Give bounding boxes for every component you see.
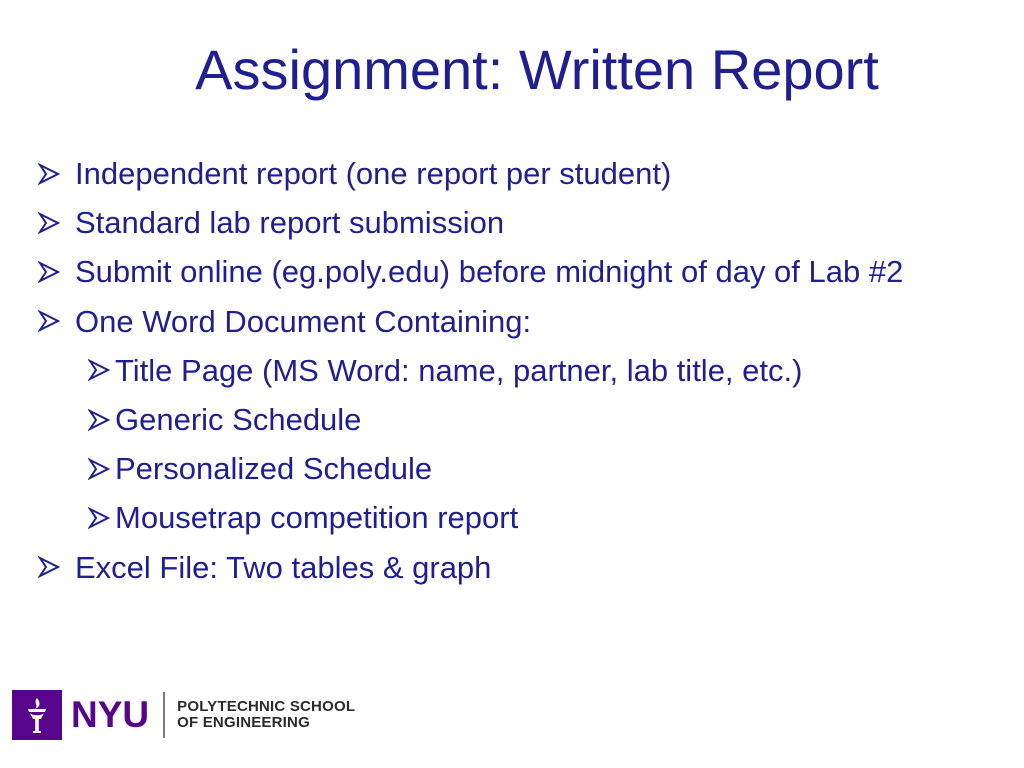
school-name-line2: OF ENGINEERING: [177, 714, 310, 731]
arrowhead-bullet-icon: [88, 493, 112, 542]
arrowhead-bullet-icon: [38, 297, 62, 346]
school-name: [177, 699, 355, 731]
nyu-wordmark: NYU: [71, 694, 150, 735]
logo-divider: [163, 692, 165, 738]
slide-title: Assignment: Written Report: [195, 38, 879, 101]
bullet-text: Submit online (eg.poly.edu) before midnight of day of Lab #2: [75, 254, 904, 290]
arrowhead-bullet-icon: [38, 198, 62, 247]
bullet-text: Standard lab report submission: [75, 205, 505, 241]
sub-bullet-text: Title Page (MS Word: name, partner, lab title, etc.): [115, 352, 803, 388]
bullet-text: Independent report (one report per student): [75, 156, 672, 191]
sub-bullet-text: Generic Schedule: [115, 401, 362, 437]
arrowhead-bullet-icon: [88, 444, 112, 493]
arrowhead-bullet-icon: [38, 543, 62, 592]
arrowhead-bullet-icon: [88, 346, 112, 395]
torch-icon: [12, 690, 62, 740]
bullet-text: One Word Document Containing:: [75, 303, 532, 339]
nyu-poly-logo: [12, 689, 355, 741]
arrowhead-bullet-icon: [88, 395, 112, 444]
bullet-text: Excel File: Two tables & graph: [75, 549, 492, 585]
arrowhead-bullet-icon: [38, 247, 62, 296]
sub-bullet-text: Mousetrap competition report: [115, 500, 519, 536]
sub-bullet-text: Personalized Schedule: [115, 451, 433, 487]
school-name-line1: POLYTECHNIC SCHOOL: [177, 698, 356, 715]
arrowhead-bullet-icon: [38, 149, 62, 198]
